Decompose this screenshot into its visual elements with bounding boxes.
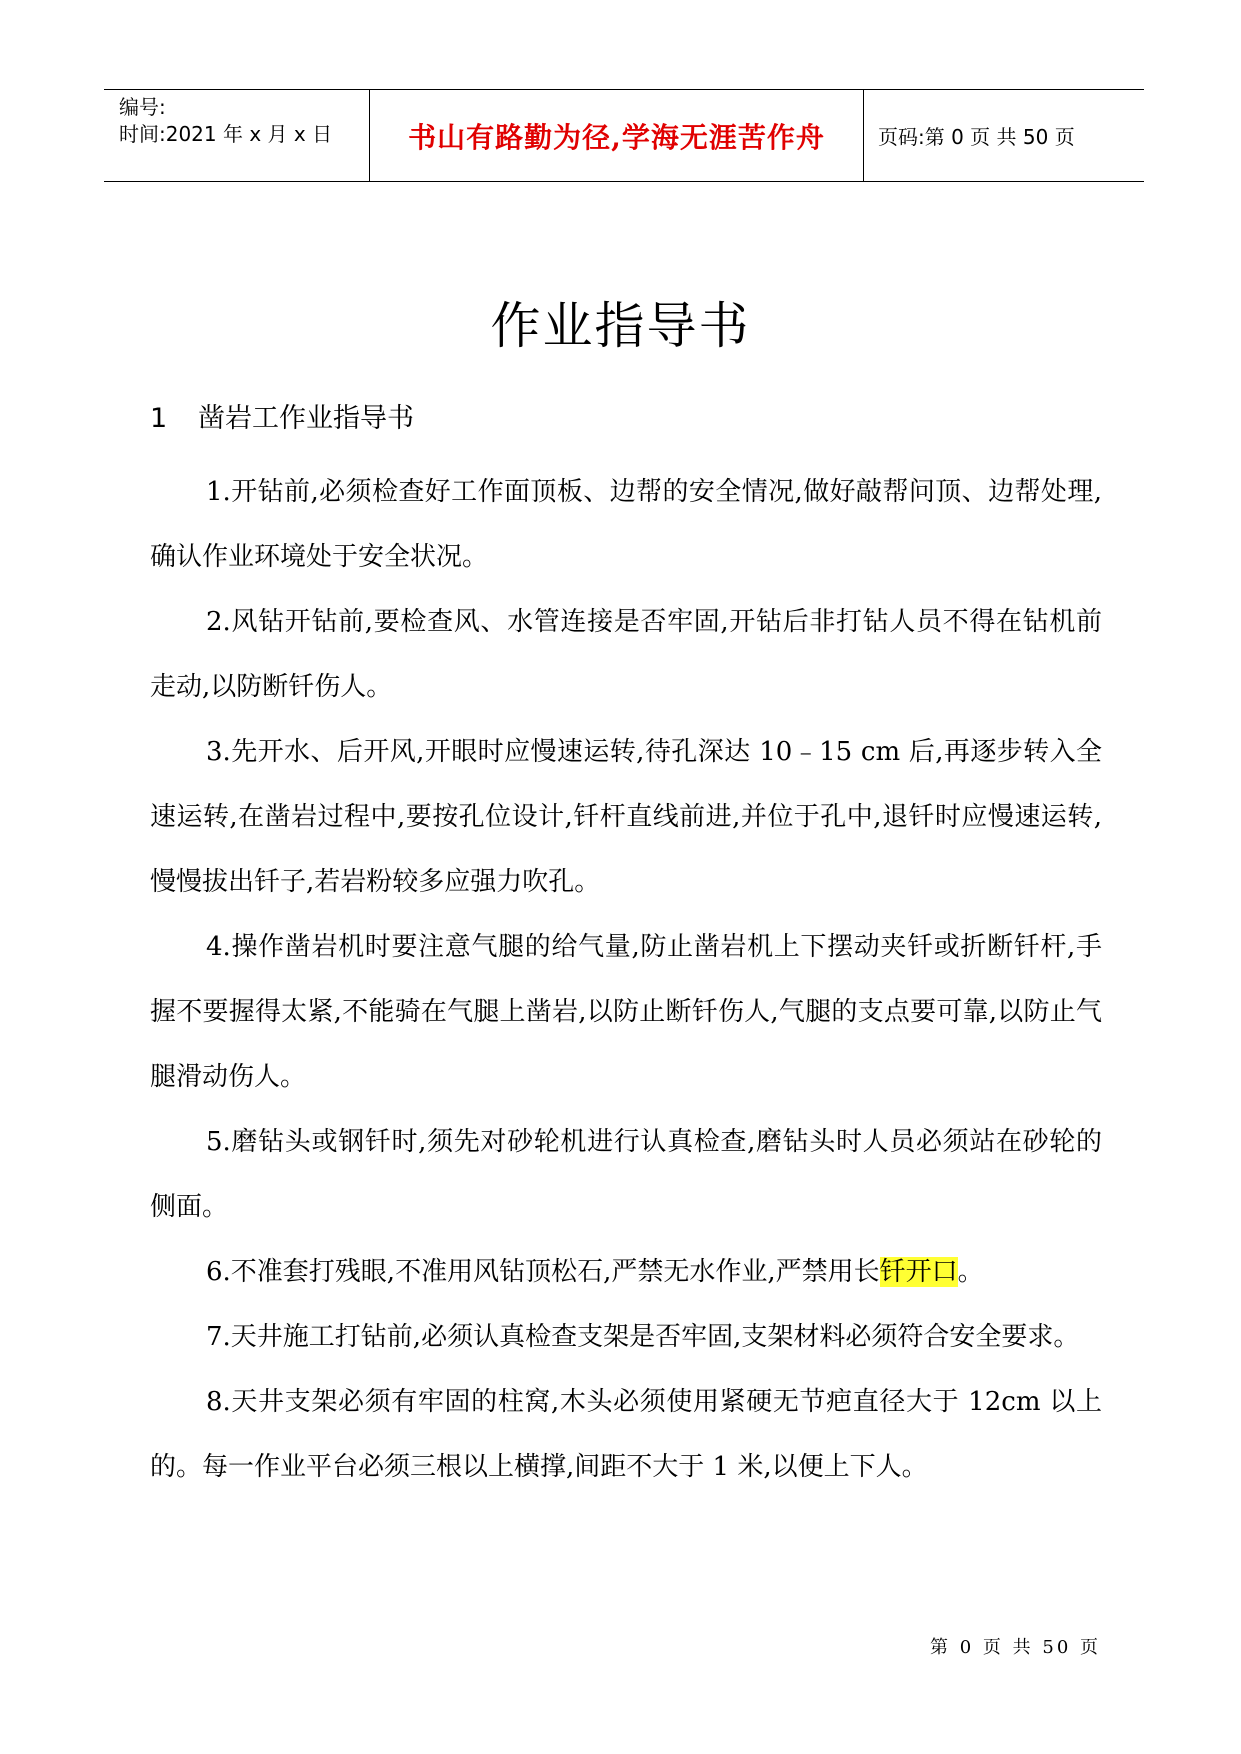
paragraph-8: 8.天井支架必须有牢固的柱窝,木头必须使用紧硬无节疤直径大于 12cm 以上的。每一作业平台必须三根以上横撑,间距不大于 1 米,以便上下人。 <box>150 1387 1102 1482</box>
header-page-info: 页码:第 0 页 共 50 页 <box>878 125 1075 149</box>
document-number-label: 编号: <box>119 95 166 119</box>
section-title: 凿岩工作业指导书 <box>198 403 414 434</box>
document-body <box>150 460 1102 1500</box>
header-meta <box>104 90 370 181</box>
paragraph-3: 3.先开水、后开风,开眼时应慢速运转,待孔深达 10﹣15 cm 后,再逐步转入全速运转,在凿岩过程中,要按孔位设计,钎杆直线前进,并位于孔中,退钎时应慢速运转,慢慢拔出钎子,若岩粉较多应强力吹孔。 <box>150 737 1102 897</box>
paragraph-4: 4.操作凿岩机时要注意气腿的给气量,防止凿岩机上下摆动夹钎或折断钎杆,手握不要握得太紧,不能骑在气腿上凿岩,以防止断钎伤人,气腿的支点要可靠,以防止气腿滑动伤人。 <box>150 932 1102 1092</box>
document-time-label: 时间:2021 年 x 月 x 日 <box>119 122 333 146</box>
header-motto: 书山有路勤为径,学海无涯苦作舟 <box>370 90 864 181</box>
highlighted-text: 钎开口 <box>879 1257 958 1287</box>
paragraph-7: 7.天井施工打钻前,必须认真检查支架是否牢固,支架材料必须符合安全要求。 <box>206 1322 1080 1352</box>
paragraph-6-text: 6.不准套打残眼,不准用风钻顶松石,严禁无水作业,严禁用长 <box>206 1257 880 1287</box>
page-footer: 第 0 页 共 50 页 <box>930 1637 1101 1658</box>
document-title: 作业指导书 <box>490 297 751 355</box>
header-table <box>104 89 1144 182</box>
paragraph-5: 5.磨钻头或钢钎时,须先对砂轮机进行认真检查,磨钻头时人员必须站在砂轮的侧面。 <box>150 1127 1102 1222</box>
section-heading <box>150 396 414 435</box>
paragraph-6-end: 。 <box>957 1257 984 1287</box>
paragraph-6 <box>150 1240 1102 1305</box>
paragraph-1: 1.开钻前,必须检查好工作面顶板、边帮的安全情况,做好敲帮问顶、边帮处理,确认作业环境处于安全状况。 <box>150 477 1102 572</box>
section-number: 1 <box>150 403 168 434</box>
paragraph-2: 2.风钻开钻前,要检查风、水管连接是否牢固,开钻后非打钻人员不得在钻机前走动,以防断钎伤人。 <box>150 607 1102 702</box>
